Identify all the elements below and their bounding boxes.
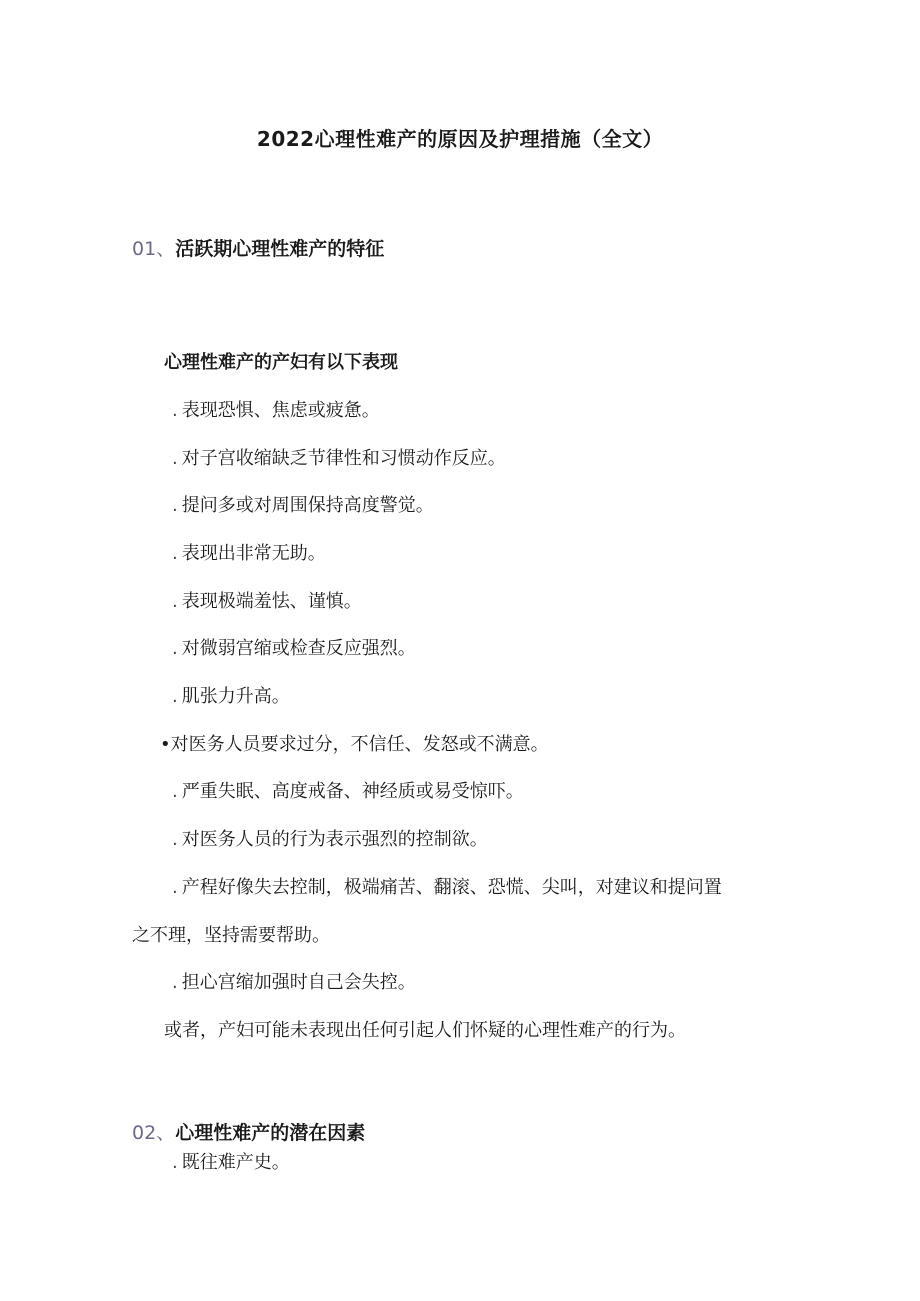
list-item: . 提问多或对周围保持高度警觉。: [172, 495, 434, 516]
list-item: . 对子宫收缩缺乏节律性和习惯动作反应。: [172, 448, 506, 469]
bullet-mark: .: [172, 591, 178, 612]
list-item: . 表现极端羞怯、谨慎。: [172, 591, 362, 612]
list-item: . 对微弱宫缩或检查反应强烈。: [172, 638, 416, 659]
list-item: •对医务人员要求过分，不信任、发怒或不满意。: [160, 734, 549, 755]
list-item-continuation: 之不理，坚持需要帮助。: [132, 925, 330, 946]
section-heading-2: [132, 1118, 365, 1145]
bullet-mark: .: [172, 972, 178, 993]
bullet-mark: .: [172, 448, 178, 469]
section-number: 02、: [132, 1122, 176, 1144]
bullet-mark: .: [172, 829, 178, 850]
bullet-mark: .: [172, 543, 178, 564]
subheading: 心理性难产的产妇有以下表现: [164, 352, 398, 373]
list-item: . 产程好像失去控制，极端痛苦、翻滚、恐慌、尖叫，对建议和提问置: [172, 877, 722, 898]
closing-paragraph: 或者，产妇可能未表现出任何引起人们怀疑的心理性难产的行为。: [164, 1020, 686, 1041]
bullet-mark: .: [172, 495, 178, 516]
bullet-mark: .: [172, 877, 178, 898]
list-item: . 表现出非常无助。: [172, 543, 326, 564]
bullet-mark: .: [172, 781, 178, 802]
list-item: . 表现恐惧、焦虑或疲惫。: [172, 400, 380, 421]
document-title: 2022心理性难产的原因及护理措施（全文）: [256, 127, 664, 151]
section-title: 心理性难产的潜在因素: [175, 1122, 366, 1144]
list-item: . 严重失眠、高度戒备、神经质或易受惊吓。: [172, 781, 524, 802]
list-item: . 担心宫缩加强时自己会失控。: [172, 972, 416, 993]
bullet-mark: .: [172, 400, 178, 421]
section-number: 01、: [132, 238, 176, 260]
list-item: . 肌张力升高。: [172, 686, 290, 707]
section-heading-1: [132, 234, 384, 261]
bullet-mark: .: [172, 638, 178, 659]
list-item: . 对医务人员的行为表示强烈的控制欲。: [172, 829, 488, 850]
bullet-mark: .: [172, 686, 178, 707]
bullet-mark: .: [172, 1152, 178, 1173]
list-item: . 既往难产史。: [172, 1152, 290, 1173]
section-title: 活跃期心理性难产的特征: [175, 238, 385, 260]
